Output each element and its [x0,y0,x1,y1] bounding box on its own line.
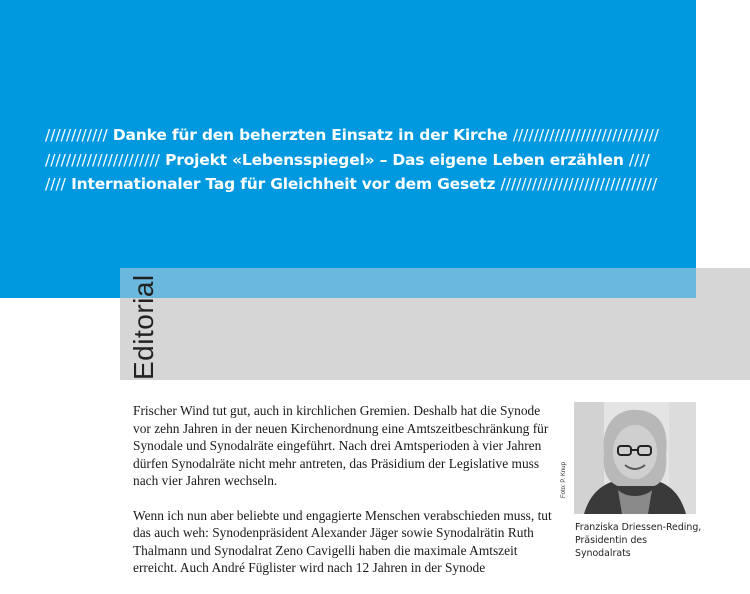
band-overlap [120,268,696,298]
editorial-body [133,402,558,594]
headline-slashes-suffix: ////////////////////////////// [500,175,658,193]
portrait-photo [574,402,696,514]
headline-title: Internationaler Tag für Gleichheit vor dem Gesetz [71,175,496,193]
headline-slashes-suffix: //// [628,151,650,169]
headline-title: Projekt «Lebensspiegel» – Das eigene Leben erzählen [165,151,624,169]
headline-slashes-suffix: //////////////////////////// [512,126,660,144]
headline-slashes-prefix: //// [45,175,66,193]
headline-1[interactable] [45,124,705,146]
paragraph-2: Wenn ich nun aber beliebte und engagierte Menschen verabschieden muss, tut das auch weh: Synodenpräsident Alexander Jäger sowie Synodalrätin Ruth Thalmann und Synodalrat Zeno Cavigelli haben die maximale Amtszeit erreicht. Auch André Füglister wird nach 12 Jahren in der Synode [133,507,552,575]
paragraph-1: Frischer Wind tut gut, auch in kirchlichen Gremien. Deshalb hat die Synode vor zehn Jahren in der neuen Kirchenordnung eine Amtszeitbeschränkung für Synodale und Synodalräte eingeführt. Nach drei Amtsperioden à vier Jahren dürfen Synodalräte nicht mehr antreten, das Präsidium der Legislative muss nach vier Jahren wechseln. [133,403,549,488]
headline-title: Danke für den beherzten Einsatz in der Kirche [112,126,508,144]
headline-slashes-prefix: ////////////////////// [45,151,160,169]
photo-credit: Foto: P. Knup [561,462,567,498]
section-label: Editorial [128,274,159,380]
headline-3[interactable] [45,173,705,195]
headline-slashes-prefix: //////////// [45,126,108,144]
photo-caption: Franziska Driessen-Reding, Präsidentin des Synodalrats [575,522,702,559]
portrait-image [574,402,696,514]
headline-2[interactable] [45,149,705,171]
